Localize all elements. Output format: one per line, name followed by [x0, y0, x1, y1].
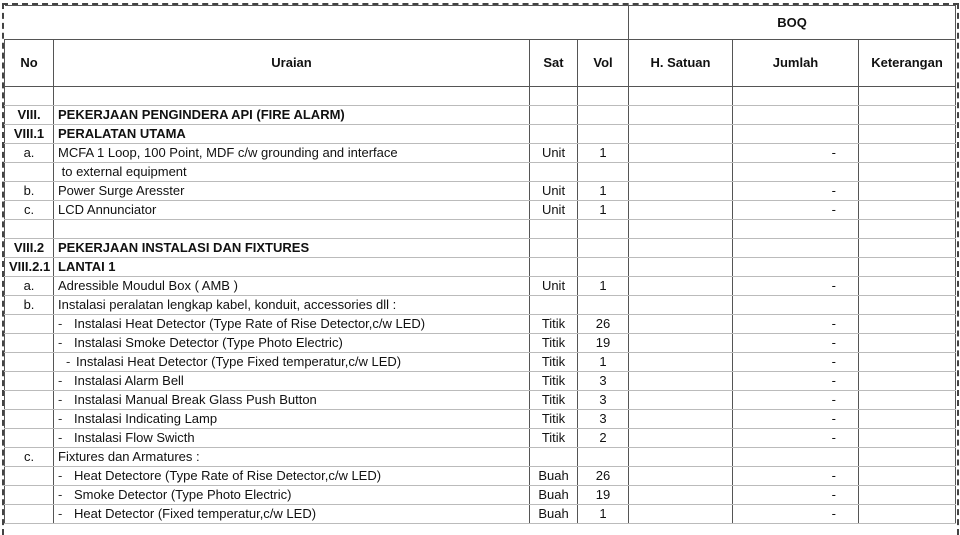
table-row	[5, 505, 956, 524]
uraian-text: Instalasi Manual Break Glass Push Button	[74, 392, 317, 407]
cell-keterangan[interactable]	[859, 163, 956, 182]
cell-h-satuan[interactable]	[629, 106, 733, 125]
boq-group-header: BOQ	[629, 6, 956, 40]
cell-keterangan[interactable]	[859, 296, 956, 315]
cell-uraian[interactable]: Adressible Moudul Box ( AMB )	[54, 277, 530, 296]
uraian-text: Instalasi Flow Swicth	[74, 430, 195, 445]
cell-sat[interactable]: Buah	[530, 505, 578, 524]
uraian-text: Heat Detectore (Type Rate of Rise Detector,c/w LED)	[74, 468, 382, 483]
cell-keterangan[interactable]	[859, 429, 956, 448]
cell-h-satuan[interactable]	[629, 125, 733, 144]
cell-uraian[interactable]	[54, 486, 530, 505]
table-row	[5, 467, 956, 486]
cell-vol[interactable]: 1	[578, 144, 629, 163]
cell-h-satuan[interactable]	[629, 353, 733, 372]
cell-jumlah[interactable]	[733, 163, 859, 182]
cell-keterangan[interactable]	[859, 220, 956, 239]
cell-no[interactable]	[5, 353, 54, 372]
cell-uraian[interactable]	[54, 505, 530, 524]
cell-sat[interactable]: Titik	[530, 372, 578, 391]
cell-keterangan[interactable]	[859, 182, 956, 201]
cell-vol[interactable]	[578, 87, 629, 106]
cell-jumlah[interactable]: -	[733, 467, 859, 486]
bullet-dash: -	[58, 316, 63, 331]
cell-vol[interactable]	[578, 239, 629, 258]
cell-vol[interactable]: 1	[578, 505, 629, 524]
cell-h-satuan[interactable]	[629, 182, 733, 201]
cell-vol[interactable]: 1	[578, 277, 629, 296]
cell-uraian[interactable]	[54, 410, 530, 429]
cell-sat[interactable]: Unit	[530, 144, 578, 163]
cell-uraian[interactable]: PEKERJAAN INSTALASI DAN FIXTURES	[54, 239, 530, 258]
cell-no[interactable]	[5, 429, 54, 448]
cell-sat[interactable]	[530, 220, 578, 239]
cell-sat[interactable]: Titik	[530, 410, 578, 429]
cell-no[interactable]: c.	[5, 201, 54, 220]
cell-jumlah[interactable]	[733, 239, 859, 258]
section-row	[5, 106, 956, 125]
table-row	[5, 144, 956, 163]
cell-uraian[interactable]: LCD Annunciator	[54, 201, 530, 220]
cell-jumlah[interactable]: -	[733, 201, 859, 220]
cell-h-satuan[interactable]	[629, 486, 733, 505]
cell-jumlah[interactable]	[733, 87, 859, 106]
cell-vol[interactable]: 19	[578, 334, 629, 353]
cell-vol[interactable]: 26	[578, 467, 629, 486]
cell-uraian[interactable]: Instalasi peralatan lengkap kabel, konduit, accessories dll :	[54, 296, 530, 315]
cell-h-satuan[interactable]	[629, 429, 733, 448]
cell-jumlah[interactable]	[733, 220, 859, 239]
table-row	[5, 486, 956, 505]
table-row	[5, 296, 956, 315]
cell-jumlah[interactable]: -	[733, 353, 859, 372]
cell-h-satuan[interactable]	[629, 163, 733, 182]
cell-sat[interactable]	[530, 296, 578, 315]
cell-no[interactable]	[5, 334, 54, 353]
cell-no[interactable]: b.	[5, 296, 54, 315]
cell-h-satuan[interactable]	[629, 258, 733, 277]
cell-jumlah[interactable]: -	[733, 144, 859, 163]
cell-no[interactable]	[5, 372, 54, 391]
cell-uraian[interactable]: Power Surge Aresster	[54, 182, 530, 201]
cell-sat[interactable]	[530, 448, 578, 467]
section-row	[5, 239, 956, 258]
cell-no[interactable]	[5, 467, 54, 486]
cell-no[interactable]: VIII.	[5, 106, 54, 125]
section-row	[5, 258, 956, 277]
column-header-h-satuan: H. Satuan	[629, 40, 733, 87]
cell-no[interactable]	[5, 410, 54, 429]
bullet-dash: -	[58, 506, 63, 521]
bullet-dash: -	[58, 430, 63, 445]
bullet-dash: -	[66, 354, 71, 369]
uraian-text: Instalasi Alarm Bell	[74, 373, 184, 388]
cell-sat[interactable]: Buah	[530, 467, 578, 486]
cell-jumlah[interactable]: -	[733, 505, 859, 524]
cell-h-satuan[interactable]	[629, 467, 733, 486]
boq-table	[4, 5, 956, 524]
cell-keterangan[interactable]	[859, 87, 956, 106]
cell-no[interactable]	[5, 87, 54, 106]
cell-vol[interactable]: 1	[578, 353, 629, 372]
table-row	[5, 334, 956, 353]
cell-uraian[interactable]	[54, 372, 530, 391]
cell-no[interactable]: VIII.2.1	[5, 258, 54, 277]
cell-vol[interactable]: 19	[578, 486, 629, 505]
cell-uraian[interactable]	[54, 87, 530, 106]
table-row	[5, 315, 956, 334]
cell-jumlah[interactable]	[733, 106, 859, 125]
cell-vol[interactable]	[578, 125, 629, 144]
header-row-columns	[5, 40, 956, 87]
cell-keterangan[interactable]	[859, 467, 956, 486]
uraian-text: Instalasi Indicating Lamp	[74, 411, 218, 426]
cell-vol[interactable]: 3	[578, 391, 629, 410]
cell-uraian[interactable]: LANTAI 1	[54, 258, 530, 277]
cell-no[interactable]: c.	[5, 448, 54, 467]
bullet-dash: -	[58, 411, 63, 426]
cell-jumlah[interactable]: -	[733, 315, 859, 334]
cell-sat[interactable]	[530, 106, 578, 125]
cell-uraian[interactable]: PEKERJAAN PENGINDERA API (FIRE ALARM)	[54, 106, 530, 125]
cell-keterangan[interactable]	[859, 505, 956, 524]
cell-sat[interactable]	[530, 239, 578, 258]
cell-keterangan[interactable]	[859, 334, 956, 353]
cell-jumlah[interactable]: -	[733, 486, 859, 505]
cell-keterangan[interactable]	[859, 106, 956, 125]
cell-vol[interactable]	[578, 448, 629, 467]
table-row	[5, 391, 956, 410]
column-header-jumlah: Jumlah	[733, 40, 859, 87]
cell-vol[interactable]	[578, 296, 629, 315]
cell-keterangan[interactable]	[859, 144, 956, 163]
cell-vol[interactable]: 3	[578, 372, 629, 391]
cell-jumlah[interactable]	[733, 296, 859, 315]
cell-vol[interactable]	[578, 220, 629, 239]
uraian-text: Instalasi Heat Detector (Type Fixed temperatur,c/w LED)	[76, 354, 402, 369]
table-row	[5, 353, 956, 372]
cell-no[interactable]	[5, 220, 54, 239]
cell-vol[interactable]	[578, 163, 629, 182]
cell-sat[interactable]: Titik	[530, 334, 578, 353]
cell-jumlah[interactable]: -	[733, 391, 859, 410]
cell-no[interactable]: a.	[5, 144, 54, 163]
cell-no[interactable]	[5, 163, 54, 182]
section-row	[5, 125, 956, 144]
cell-vol[interactable]: 2	[578, 429, 629, 448]
cell-sat[interactable]: Titik	[530, 353, 578, 372]
table-row	[5, 201, 956, 220]
cell-h-satuan[interactable]	[629, 448, 733, 467]
cell-no[interactable]: VIII.1	[5, 125, 54, 144]
cell-vol[interactable]	[578, 106, 629, 125]
cell-uraian[interactable]	[54, 429, 530, 448]
header-row-group	[5, 6, 956, 40]
cell-uraian[interactable]: Fixtures dan Armatures :	[54, 448, 530, 467]
cell-uraian[interactable]	[54, 334, 530, 353]
cell-sat[interactable]: Unit	[530, 277, 578, 296]
table-row	[5, 277, 956, 296]
cell-uraian[interactable]	[54, 391, 530, 410]
cell-jumlah[interactable]: -	[733, 277, 859, 296]
cell-keterangan[interactable]	[859, 448, 956, 467]
cell-no[interactable]	[5, 486, 54, 505]
cell-jumlah[interactable]	[733, 448, 859, 467]
cell-sat[interactable]: Unit	[530, 182, 578, 201]
cell-keterangan[interactable]	[859, 372, 956, 391]
cell-jumlah[interactable]: -	[733, 410, 859, 429]
column-header-keterangan: Keterangan	[859, 40, 956, 87]
cell-h-satuan[interactable]	[629, 277, 733, 296]
bullet-dash: -	[58, 373, 63, 388]
uraian-text: Instalasi Heat Detector (Type Rate of Rise Detector,c/w LED)	[74, 316, 426, 331]
cell-sat[interactable]	[530, 163, 578, 182]
cell-keterangan[interactable]	[859, 391, 956, 410]
table-row	[5, 410, 956, 429]
cell-vol[interactable]: 1	[578, 201, 629, 220]
cell-no[interactable]	[5, 315, 54, 334]
cell-h-satuan[interactable]	[629, 410, 733, 429]
bullet-dash: -	[58, 392, 63, 407]
cell-sat[interactable]: Unit	[530, 201, 578, 220]
table-body	[5, 87, 956, 524]
cell-sat[interactable]: Titik	[530, 391, 578, 410]
uraian-text: Instalasi Smoke Detector (Type Photo Electric)	[74, 335, 343, 350]
cell-jumlah[interactable]: -	[733, 334, 859, 353]
table-row	[5, 429, 956, 448]
cell-h-satuan[interactable]	[629, 87, 733, 106]
spacer-row	[5, 220, 956, 239]
table-row	[5, 448, 956, 467]
cell-sat[interactable]	[530, 87, 578, 106]
cell-vol[interactable]: 3	[578, 410, 629, 429]
table-row	[5, 372, 956, 391]
column-header-sat: Sat	[530, 40, 578, 87]
cell-keterangan[interactable]	[859, 239, 956, 258]
cell-uraian[interactable]	[54, 220, 530, 239]
cell-uraian[interactable]: PERALATAN UTAMA	[54, 125, 530, 144]
cell-keterangan[interactable]	[859, 410, 956, 429]
cell-sat[interactable]	[530, 258, 578, 277]
cell-h-satuan[interactable]	[629, 391, 733, 410]
uraian-text: Smoke Detector (Type Photo Electric)	[74, 487, 292, 502]
cell-jumlah[interactable]: -	[733, 182, 859, 201]
uraian-text: Heat Detector (Fixed temperatur,c/w LED)	[74, 506, 317, 521]
cell-keterangan[interactable]	[859, 201, 956, 220]
table-row	[5, 163, 956, 182]
cell-keterangan[interactable]	[859, 277, 956, 296]
cell-h-satuan[interactable]	[629, 372, 733, 391]
cell-sat[interactable]: Titik	[530, 429, 578, 448]
cell-uraian[interactable]	[54, 353, 530, 372]
cell-h-satuan[interactable]	[629, 144, 733, 163]
bullet-dash: -	[58, 487, 63, 502]
cell-h-satuan[interactable]	[629, 315, 733, 334]
cell-h-satuan[interactable]	[629, 334, 733, 353]
cell-no[interactable]	[5, 391, 54, 410]
cell-no[interactable]: a.	[5, 277, 54, 296]
cell-h-satuan[interactable]	[629, 201, 733, 220]
cell-jumlah[interactable]	[733, 258, 859, 277]
column-header-uraian: Uraian	[54, 40, 530, 87]
cell-keterangan[interactable]	[859, 125, 956, 144]
cell-keterangan[interactable]	[859, 353, 956, 372]
cell-keterangan[interactable]	[859, 315, 956, 334]
cell-h-satuan[interactable]	[629, 505, 733, 524]
cell-vol[interactable]	[578, 258, 629, 277]
cell-vol[interactable]: 26	[578, 315, 629, 334]
header-blank-cell	[5, 6, 629, 40]
cell-jumlah[interactable]	[733, 125, 859, 144]
bullet-dash: -	[58, 468, 63, 483]
cell-uraian[interactable]	[54, 315, 530, 334]
cell-h-satuan[interactable]	[629, 239, 733, 258]
cell-no[interactable]: VIII.2	[5, 239, 54, 258]
cell-no[interactable]	[5, 505, 54, 524]
column-header-vol: Vol	[578, 40, 629, 87]
spacer-row	[5, 87, 956, 106]
cell-keterangan[interactable]	[859, 486, 956, 505]
bullet-dash: -	[58, 335, 63, 350]
cell-jumlah[interactable]: -	[733, 429, 859, 448]
cell-sat[interactable]: Buah	[530, 486, 578, 505]
cell-h-satuan[interactable]	[629, 296, 733, 315]
cell-sat[interactable]	[530, 125, 578, 144]
cell-vol[interactable]: 1	[578, 182, 629, 201]
cell-uraian[interactable]: MCFA 1 Loop, 100 Point, MDF c/w grounding and interface	[54, 144, 530, 163]
cell-uraian[interactable]	[54, 467, 530, 486]
cell-sat[interactable]: Titik	[530, 315, 578, 334]
cell-uraian[interactable]: to external equipment	[54, 163, 530, 182]
column-header-no: No	[5, 40, 54, 87]
cell-no[interactable]: b.	[5, 182, 54, 201]
cell-keterangan[interactable]	[859, 258, 956, 277]
cell-jumlah[interactable]: -	[733, 372, 859, 391]
cell-h-satuan[interactable]	[629, 220, 733, 239]
table-row	[5, 182, 956, 201]
